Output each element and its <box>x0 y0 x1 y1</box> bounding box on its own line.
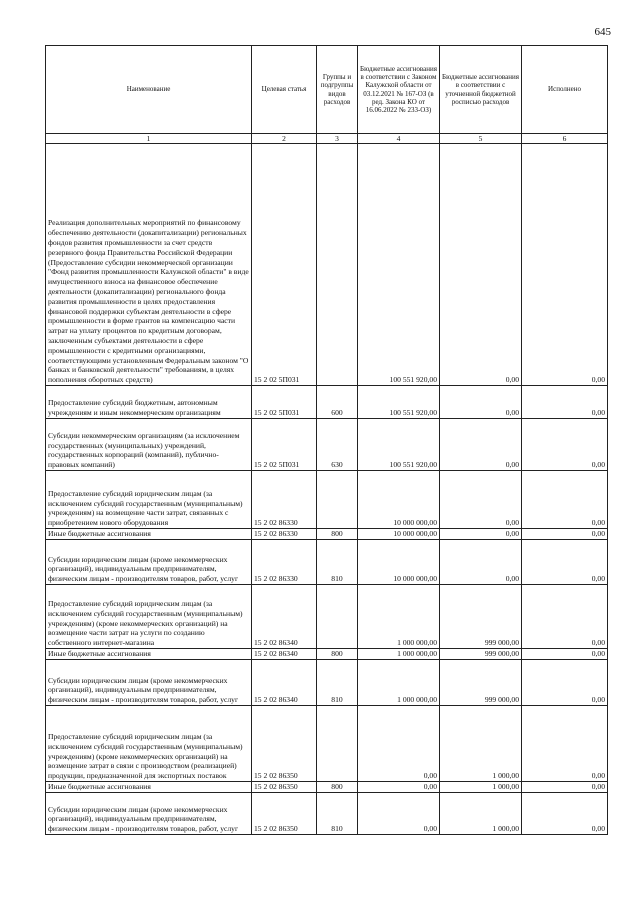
table-row <box>46 782 608 793</box>
row-group: 810 <box>317 793 358 835</box>
header-code: Целевая статья <box>252 46 317 134</box>
row-code: 15 2 02 86350 <box>252 793 317 835</box>
row-executed-amount: 0,00 <box>522 793 608 835</box>
table-row <box>46 471 608 529</box>
row-revised-amount: 0,00 <box>440 419 522 471</box>
row-code: 15 2 02 86330 <box>252 471 317 529</box>
row-law-amount: 0,00 <box>358 782 440 793</box>
row-group: 810 <box>317 660 358 706</box>
row-code: 15 2 02 86340 <box>252 585 317 649</box>
row-name: Предоставление субсидий юридическим лицам (за исключением субсидий государственным (муниципальным) учреждениям) (кроме некоммерческих организаций) на возмещение части затрат на услуги по созданию собственного интернет-магазина <box>46 585 252 649</box>
table-row <box>46 660 608 706</box>
row-code: 15 2 02 86350 <box>252 782 317 793</box>
row-law-amount: 100 551 920,00 <box>358 144 440 386</box>
row-code: 15 2 02 5П031 <box>252 386 317 419</box>
row-code: 15 2 02 86340 <box>252 649 317 660</box>
row-revised-amount: 0,00 <box>440 529 522 540</box>
column-number-row <box>46 134 608 144</box>
column-number: 1 <box>46 134 252 144</box>
row-law-amount: 10 000 000,00 <box>358 540 440 585</box>
row-name: Предоставление субсидий юридическим лицам (за исключением субсидий государственным (муниципальным) учреждениям) на возмещение части затрат, связанных с приобретением нового оборудования <box>46 471 252 529</box>
row-executed-amount: 0,00 <box>522 540 608 585</box>
row-group <box>317 471 358 529</box>
column-number: 6 <box>522 134 608 144</box>
row-group <box>317 706 358 782</box>
row-name: Иные бюджетные ассигнования <box>46 529 252 540</box>
row-law-amount: 0,00 <box>358 706 440 782</box>
row-name: Иные бюджетные ассигнования <box>46 782 252 793</box>
row-executed-amount: 0,00 <box>522 706 608 782</box>
row-law-amount: 10 000 000,00 <box>358 529 440 540</box>
row-law-amount: 10 000 000,00 <box>358 471 440 529</box>
row-revised-amount: 999 000,00 <box>440 585 522 649</box>
row-revised-amount: 999 000,00 <box>440 660 522 706</box>
table-row <box>46 540 608 585</box>
row-name: Субсидии некоммерческим организациям (за исключением государственных (муниципальных) учреждений, государственных корпораций (компаний), публично-правовых компаний) <box>46 419 252 471</box>
header-law: Бюджетные ассигнования в соответствии с Законом Калужской области от 03.12.2021 № 167-ОЗ (в ред. Закона КО от 16.06.2022 № 233-ОЗ) <box>358 46 440 134</box>
row-executed-amount: 0,00 <box>522 649 608 660</box>
table-row <box>46 706 608 782</box>
table-row <box>46 529 608 540</box>
row-law-amount: 100 551 920,00 <box>358 386 440 419</box>
row-group: 800 <box>317 529 358 540</box>
table-row <box>46 793 608 835</box>
row-revised-amount: 1 000,00 <box>440 706 522 782</box>
row-name: Субсидии юридическим лицам (кроме некоммерческих организаций), индивидуальным предпринимателям, физическим лицам - производителям товаров, работ, услуг <box>46 660 252 706</box>
row-code: 15 2 02 86350 <box>252 706 317 782</box>
row-law-amount: 1 000 000,00 <box>358 585 440 649</box>
row-group: 800 <box>317 782 358 793</box>
row-revised-amount: 0,00 <box>440 471 522 529</box>
header-name: Наименование <box>46 46 252 134</box>
column-number: 2 <box>252 134 317 144</box>
table-row <box>46 585 608 649</box>
header-executed: Исполнено <box>522 46 608 134</box>
row-revised-amount: 0,00 <box>440 144 522 386</box>
column-number: 3 <box>317 134 358 144</box>
row-name: Субсидии юридическим лицам (кроме некоммерческих организаций), индивидуальным предпринимателям, физическим лицам - производителям товаров, работ, услуг <box>46 540 252 585</box>
row-revised-amount: 0,00 <box>440 540 522 585</box>
row-executed-amount: 0,00 <box>522 419 608 471</box>
table-row <box>46 419 608 471</box>
row-group <box>317 585 358 649</box>
row-law-amount: 1 000 000,00 <box>358 660 440 706</box>
table-header-row <box>46 46 608 134</box>
row-executed-amount: 0,00 <box>522 782 608 793</box>
table-row <box>46 649 608 660</box>
column-number: 4 <box>358 134 440 144</box>
row-executed-amount: 0,00 <box>522 529 608 540</box>
row-name: Субсидии юридическим лицам (кроме некоммерческих организаций), индивидуальным предпринимателям, физическим лицам - производителям товаров, работ, услуг <box>46 793 252 835</box>
row-group: 800 <box>317 649 358 660</box>
row-law-amount: 1 000 000,00 <box>358 649 440 660</box>
row-revised-amount: 0,00 <box>440 386 522 419</box>
row-code: 15 2 02 86330 <box>252 540 317 585</box>
budget-table <box>45 45 608 835</box>
header-revised: Бюджетные ассигнования в соответствии с уточненной бюджетной росписью расходов <box>440 46 522 134</box>
row-revised-amount: 1 000,00 <box>440 782 522 793</box>
row-code: 15 2 02 86340 <box>252 660 317 706</box>
header-group: Группы и подгруппы видов расходов <box>317 46 358 134</box>
row-executed-amount: 0,00 <box>522 144 608 386</box>
row-name: Предоставление субсидий юридическим лицам (за исключением субсидий государственным (муниципальным) учреждениям) (кроме некоммерческих организаций) на возмещение затрат в связи с производством (реализацией) продукции, предназначенной для экспортных поставок <box>46 706 252 782</box>
row-executed-amount: 0,00 <box>522 386 608 419</box>
row-name: Предоставление субсидий бюджетным, автономным учреждениям и иным некоммерческим организациям <box>46 386 252 419</box>
column-number: 5 <box>440 134 522 144</box>
row-revised-amount: 1 000,00 <box>440 793 522 835</box>
row-executed-amount: 0,00 <box>522 471 608 529</box>
row-executed-amount: 0,00 <box>522 660 608 706</box>
table-row <box>46 144 608 386</box>
row-name: Иные бюджетные ассигнования <box>46 649 252 660</box>
row-name: Реализация дополнительных мероприятий по финансовому обеспечению деятельности (докапитализации) региональных фондов развития промышленности за счет средств резервного фонда Правительства Российской Федерации (Предоставление субсидии некоммерческой организации "Фонд развития промышленности Калужской области" в виде имущественного взноса на финансовое обеспечение деятельности (докапитализации) регионального фонда развития промышленности в целях предоставления финансовой поддержки субъектам деятельности в сфере промышленности в форме грантов на компенсацию части затрат на уплату процентов по кредитным договорам, заключенным субъектами деятельности в сфере промышленности с кредитными организациями, соответствующими установленным Федеральным законом "О банках и банковской деятельности" требованиям, в целях пополнения оборотных средств) <box>46 144 252 386</box>
table-row <box>46 386 608 419</box>
row-law-amount: 100 551 920,00 <box>358 419 440 471</box>
row-revised-amount: 999 000,00 <box>440 649 522 660</box>
row-code: 15 2 02 86330 <box>252 529 317 540</box>
row-group <box>317 144 358 386</box>
row-group: 810 <box>317 540 358 585</box>
row-executed-amount: 0,00 <box>522 585 608 649</box>
row-group: 600 <box>317 386 358 419</box>
row-code: 15 2 02 5П031 <box>252 419 317 471</box>
page-number: 645 <box>594 26 611 38</box>
row-code: 15 2 02 5П031 <box>252 144 317 386</box>
row-law-amount: 0,00 <box>358 793 440 835</box>
row-group: 630 <box>317 419 358 471</box>
